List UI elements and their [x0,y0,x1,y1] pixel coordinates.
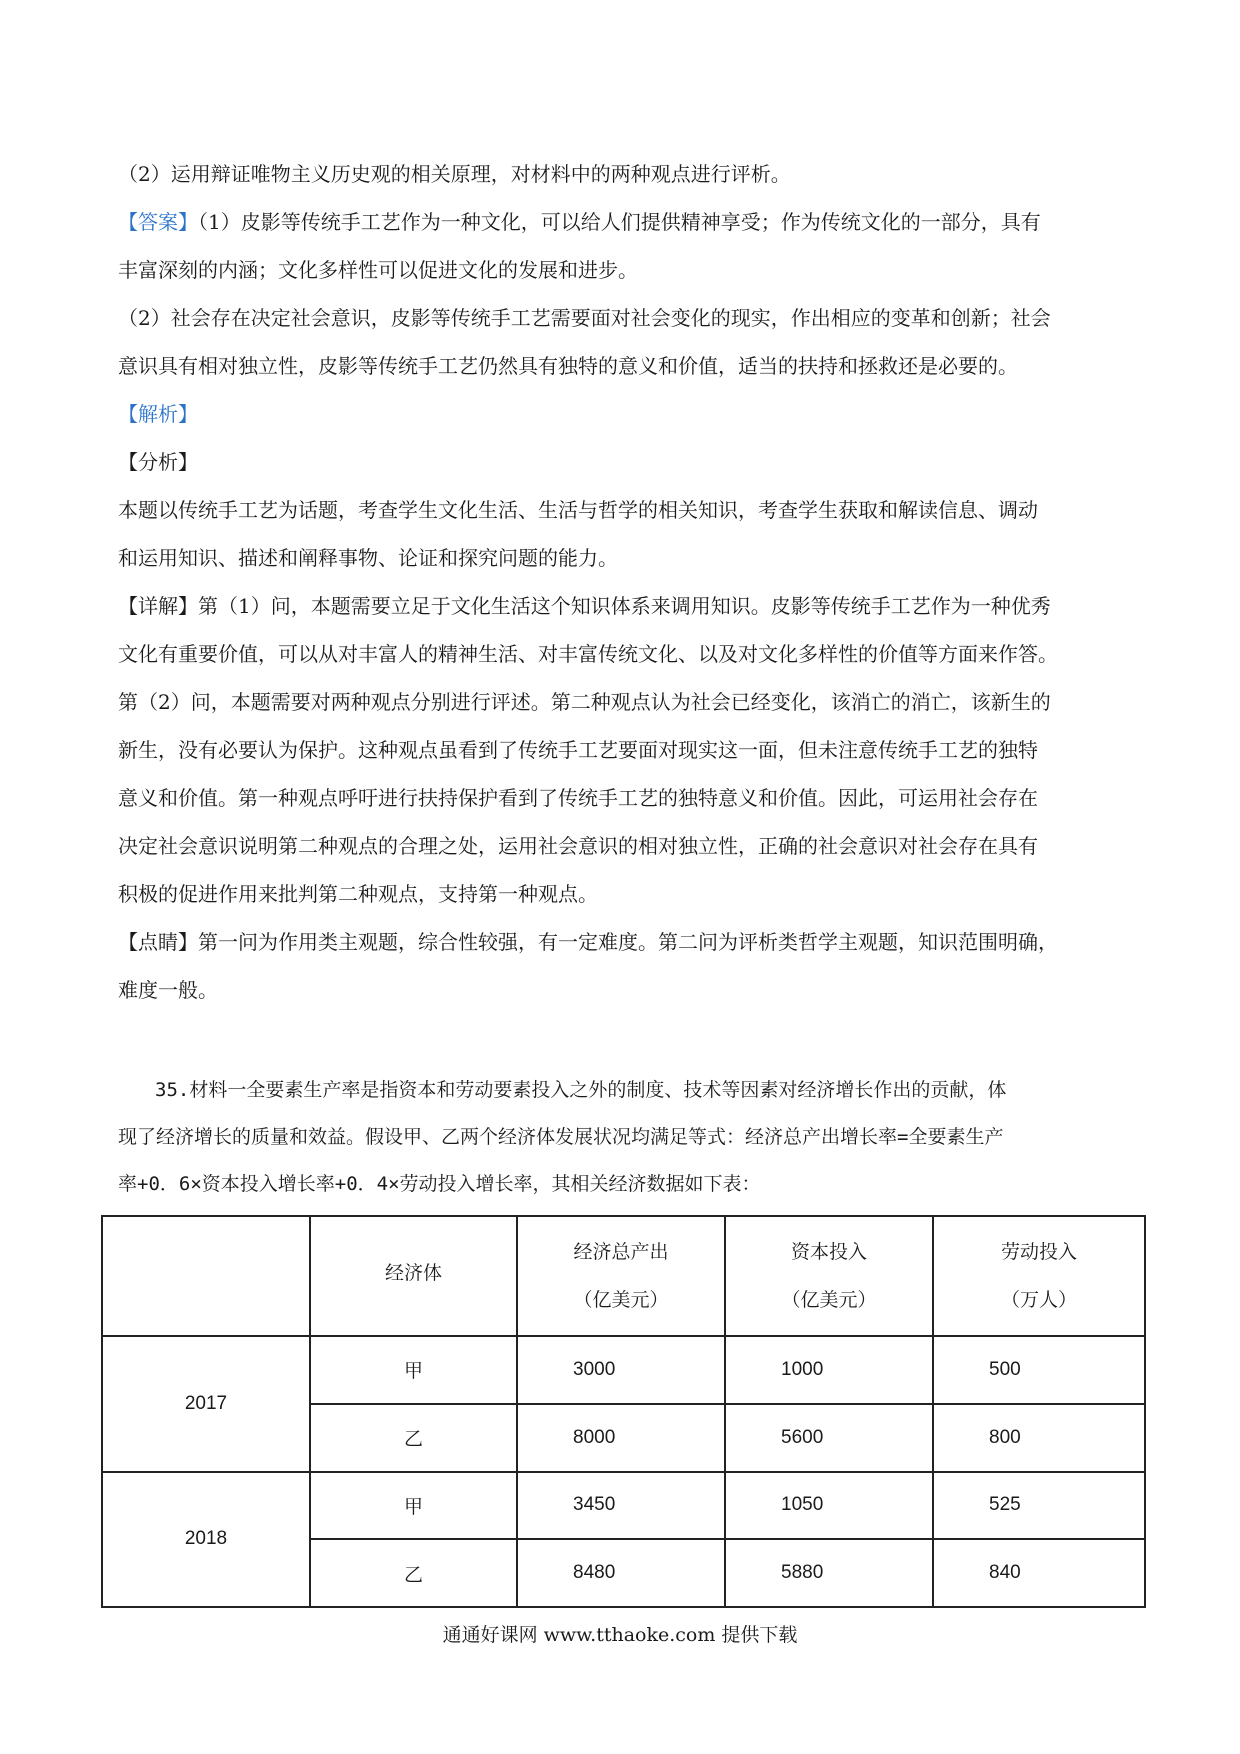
answer-1-line-2: 丰富深刻的内涵；文化多样性可以促进文化的发展和进步。 [118,258,638,282]
header-labor-line-2: （万人） [1000,1289,1077,1312]
xiangjie-line-5: 意义和价值。第一种观点呼吁进行扶持保护看到了传统手工艺的独特意义和价值。因此，可运用社会存在 [118,786,1038,810]
xiangjie-line-6: 决定社会意识说明第二种观点的合理之处，运用社会意识的相对独立性，正确的社会意识对社会存在具有 [118,834,1038,858]
dianjing-line-1: 第一问为作用类主观题，综合性较强，有一定难度。第二问为评析类哲学主观题，知识范围明确， [198,930,1058,954]
dianjing-line-2: 难度一般。 [118,978,218,1002]
output-cell: 8480 [517,1539,725,1607]
labor-cell: 800 [933,1404,1145,1472]
header-output-line-2: （亿美元） [573,1289,669,1312]
xiangjie-line-1: 第（1）问，本题需要立足于文化生活这个知识体系来调用知识。皮影等传统手工艺作为一种优秀 [198,594,1051,618]
capital-cell: 1050 [725,1472,933,1540]
answer-paragraph-1 [118,208,1128,236]
year-cell-2017: 2017 [102,1336,310,1471]
economic-data-table [101,1215,1146,1608]
q35-line-3: 率+0．6×资本投入增长率+0．4×劳动投入增长率，其相关经济数据如下表： [118,1173,761,1195]
output-cell: 3000 [517,1336,725,1404]
header-econ [310,1216,517,1336]
econ-cell: 乙 [310,1539,517,1607]
header-labor-line-1: 劳动投入 [1000,1241,1077,1264]
labor-cell: 500 [933,1336,1145,1404]
xiangjie-tag: 【详解】 [118,594,198,618]
table-row [102,1472,1145,1540]
output-cell: 8000 [517,1404,725,1472]
header-labor [933,1216,1145,1336]
answer-2-line-2: 意识具有相对独立性，皮影等传统手工艺仍然具有独特的意义和价值，适当的扶持和拯救还是必要的。 [118,354,1018,378]
xiangjie-line-2: 文化有重要价值，可以从对丰富人的精神生活、对丰富传统文化、以及对文化多样性的价值等方面来作答。 [118,642,1058,666]
answer-1-line-1: （1）皮影等传统手工艺作为一种文化，可以给人们提供精神享受；作为传统文化的一部分，具有 [198,210,1041,234]
q35-line-2: 现了经济增长的质量和效益。假设甲、乙两个经济体发展状况均满足等式：经济总产出增长率=全要素生产 [118,1126,1004,1148]
xiangjie-line-7: 积极的促进作用来批判第二种观点，支持第一种观点。 [118,882,598,906]
dianjing-paragraph [118,928,1128,956]
capital-cell: 5880 [725,1539,933,1607]
fenxi-tag: 【分析】 [118,450,198,474]
table-row [102,1336,1145,1404]
q2-prompt: （2）运用辩证唯物主义历史观的相关原理，对材料中的两种观点进行评析。 [118,162,791,186]
xiangjie-paragraph [118,592,1128,620]
labor-cell: 840 [933,1539,1145,1607]
header-output-line-1: 经济总产出 [573,1241,669,1264]
header-capital-line-2: （亿美元） [781,1289,877,1312]
econ-cell: 甲 [310,1472,517,1540]
dianjing-tag: 【点睛】 [118,930,198,954]
header-capital-line-1: 资本投入 [790,1241,867,1264]
capital-cell: 1000 [725,1336,933,1404]
header-output [517,1216,725,1336]
page-footer: 通通好课网 www.tthaoke.com 提供下载 [442,1624,798,1646]
header-empty-cell [102,1216,310,1336]
labor-cell: 525 [933,1472,1145,1540]
fenxi-line-1: 本题以传统手工艺为话题，考查学生文化生活、生活与哲学的相关知识，考查学生获取和解读信息、调动 [118,498,1038,522]
year-cell-2018: 2018 [102,1472,310,1608]
xiangjie-line-3: 第（2）问，本题需要对两种观点分别进行评述。第二种观点认为社会已经变化，该消亡的消亡，该新生的 [118,690,1051,714]
econ-cell: 乙 [310,1404,517,1472]
output-cell: 3450 [517,1472,725,1540]
capital-cell: 5600 [725,1404,933,1472]
jiexi-tag: 【解析】 [118,402,198,426]
header-econ-label: 经济体 [384,1262,442,1285]
table-header-row [102,1216,1145,1336]
header-capital [725,1216,933,1336]
answer-tag: 【答案】 [118,210,198,234]
q35-line-1: 35.材料一全要素生产率是指资本和劳动要素投入之外的制度、技术等因素对经济增长作出的贡献，体 [155,1079,1007,1101]
fenxi-line-2: 和运用知识、描述和阐释事物、论证和探究问题的能力。 [118,546,618,570]
xiangjie-line-4: 新生，没有必要认为保护。这种观点虽看到了传统手工艺要面对现实这一面，但未注意传统手工艺的独特 [118,738,1038,762]
econ-cell: 甲 [310,1336,517,1404]
answer-2-line-1: （2）社会存在决定社会意识，皮影等传统手工艺需要面对社会变化的现实，作出相应的变革和创新；社会 [118,306,1051,330]
